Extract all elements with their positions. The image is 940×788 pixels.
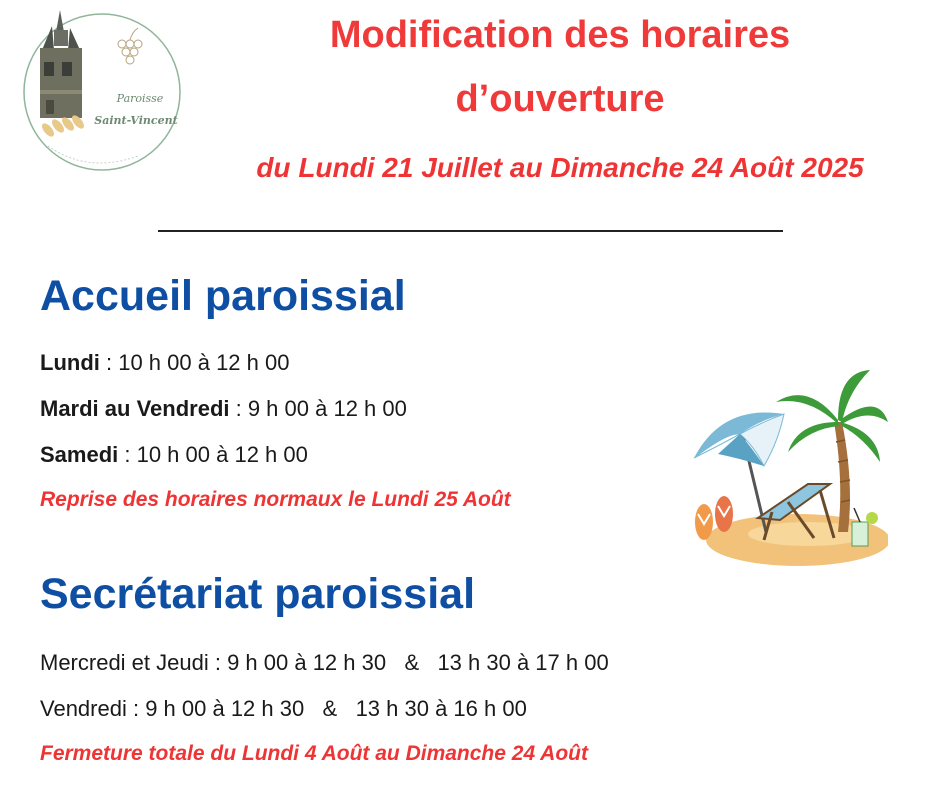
accueil-row-hours: : 10 h 00 à 12 h 00 bbox=[118, 442, 308, 467]
logo-text-line2: Saint-Vincent bbox=[94, 114, 178, 127]
accueil-row bbox=[40, 396, 407, 422]
accueil-row-hours: : 10 h 00 à 12 h 00 bbox=[99, 350, 290, 375]
page-title-line2: d’ouverture bbox=[455, 78, 665, 120]
accueil-row-day: Mardi au Vendredi bbox=[40, 396, 230, 421]
secretariat-row: Vendredi : 9 h 00 à 12 h 30 & 13 h 30 à 16 h 00 bbox=[40, 696, 527, 721]
secretariat-title: Secrétariat paroissial bbox=[40, 570, 476, 618]
secretariat-note: Fermeture totale du Lundi 4 Août au Dimanche 24 Août bbox=[40, 742, 588, 765]
accueil-note: Reprise des horaires normaux le Lundi 25 Août bbox=[40, 488, 511, 511]
accueil-row-hours: : 9 h 00 à 12 h 00 bbox=[229, 396, 407, 421]
secretariat-row: Mercredi et Jeudi : 9 h 00 à 12 h 30 & 13 h 30 à 17 h 00 bbox=[40, 650, 609, 675]
parish-logo bbox=[18, 6, 186, 174]
page-title-line1: Modification des horaires bbox=[329, 14, 791, 56]
accueil-row-day: Lundi bbox=[40, 350, 100, 375]
beach-umbrella-palm-illustration bbox=[688, 362, 888, 572]
divider bbox=[158, 230, 783, 232]
accueil-row bbox=[40, 442, 308, 468]
logo-text-line1: Paroisse bbox=[116, 92, 164, 105]
accueil-title: Accueil paroissial bbox=[40, 272, 406, 320]
date-range-subtitle: du Lundi 21 Juillet au Dimanche 24 Août 2025 bbox=[256, 152, 864, 183]
accueil-row bbox=[40, 350, 289, 376]
accueil-row-day: Samedi bbox=[40, 442, 119, 467]
